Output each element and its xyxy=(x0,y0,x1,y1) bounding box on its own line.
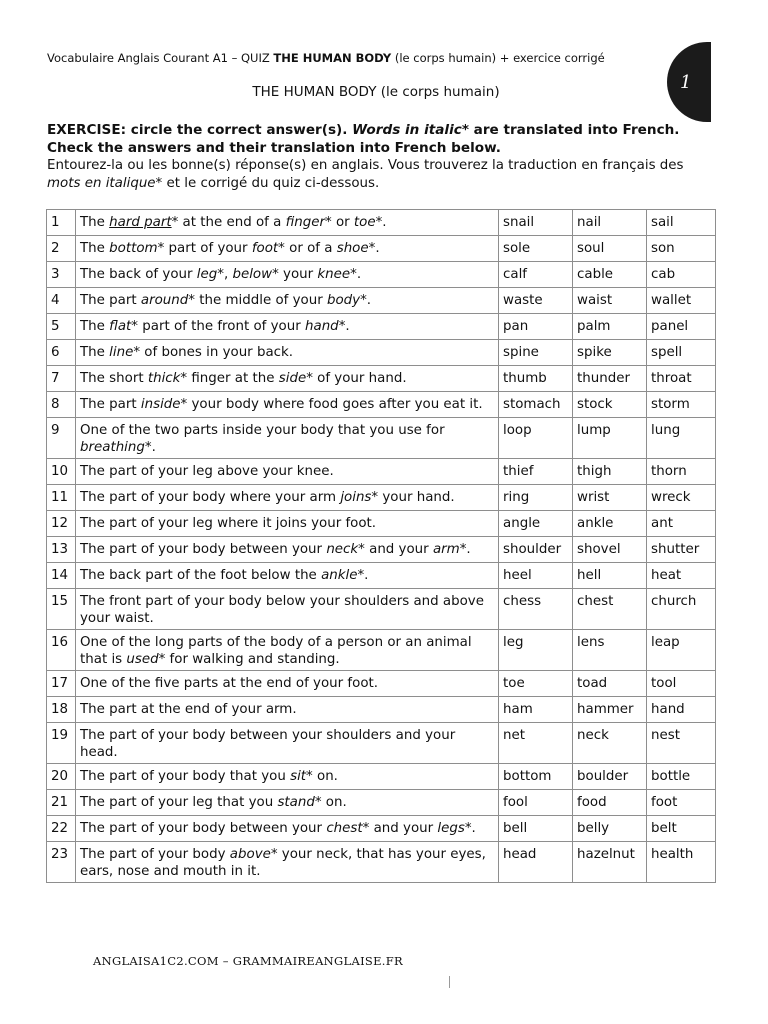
quiz-row xyxy=(47,764,716,790)
answer-option-3[interactable]: church xyxy=(647,589,716,630)
answer-option-1[interactable]: net xyxy=(499,723,573,764)
question-number: 10 xyxy=(47,459,76,485)
instructions-fr-tail: * et le corrigé du quiz ci-dessous. xyxy=(155,176,380,191)
question-number: 5 xyxy=(47,314,76,340)
question-text: The part around* the middle of your body*. xyxy=(76,288,499,314)
answer-option-2[interactable]: chest xyxy=(573,589,647,630)
question-number: 8 xyxy=(47,392,76,418)
question-number: 2 xyxy=(47,236,76,262)
quiz-row xyxy=(47,262,716,288)
answer-option-1[interactable]: calf xyxy=(499,262,573,288)
answer-option-1[interactable]: sole xyxy=(499,236,573,262)
answer-option-2[interactable]: hammer xyxy=(573,697,647,723)
answer-option-2[interactable]: neck xyxy=(573,723,647,764)
answer-option-2[interactable]: thigh xyxy=(573,459,647,485)
answer-option-1[interactable]: waste xyxy=(499,288,573,314)
quiz-row xyxy=(47,340,716,366)
quiz-row xyxy=(47,459,716,485)
answer-option-1[interactable]: stomach xyxy=(499,392,573,418)
instructions-en-tail: * are translated into French. Check the answers and their translation into French below. xyxy=(47,122,680,156)
quiz-row xyxy=(47,816,716,842)
answer-option-2[interactable]: lump xyxy=(573,418,647,459)
answer-option-1[interactable]: thumb xyxy=(499,366,573,392)
document-header xyxy=(47,51,667,65)
page-divider-mark xyxy=(449,976,450,988)
answer-option-3[interactable]: leap xyxy=(647,630,716,671)
question-text: The part inside* your body where food goes after you eat it. xyxy=(76,392,499,418)
answer-option-3[interactable]: bottle xyxy=(647,764,716,790)
quiz-row xyxy=(47,236,716,262)
answer-option-3[interactable]: shutter xyxy=(647,537,716,563)
question-text: One of the two parts inside your body that you use for breathing*. xyxy=(76,418,499,459)
answer-option-3[interactable]: health xyxy=(647,842,716,883)
instructions-fr-lead: Entourez-la ou les bonne(s) réponse(s) en anglais. Vous trouverez la traduction en français des xyxy=(47,158,684,173)
question-number: 15 xyxy=(47,589,76,630)
quiz-row xyxy=(47,671,716,697)
answer-option-2[interactable]: waist xyxy=(573,288,647,314)
quiz-row xyxy=(47,511,716,537)
answer-option-2[interactable]: soul xyxy=(573,236,647,262)
answer-option-2[interactable]: wrist xyxy=(573,485,647,511)
answer-option-3[interactable]: throat xyxy=(647,366,716,392)
question-text: The back of your leg*, below* your knee*. xyxy=(76,262,499,288)
question-text: One of the five parts at the end of your foot. xyxy=(76,671,499,697)
answer-option-2[interactable]: thunder xyxy=(573,366,647,392)
quiz-row xyxy=(47,210,716,236)
answer-option-2[interactable]: hazelnut xyxy=(573,842,647,883)
page-title-main: THE HUMAN BODY xyxy=(252,84,377,100)
question-text: The front part of your body below your shoulders and above your waist. xyxy=(76,589,499,630)
quiz-row xyxy=(47,418,716,459)
answer-option-2[interactable]: nail xyxy=(573,210,647,236)
answer-option-2[interactable]: toad xyxy=(573,671,647,697)
question-number: 9 xyxy=(47,418,76,459)
answer-option-2[interactable]: palm xyxy=(573,314,647,340)
answer-option-2[interactable]: lens xyxy=(573,630,647,671)
quiz-row xyxy=(47,288,716,314)
answer-option-1[interactable]: shoulder xyxy=(499,537,573,563)
question-number: 19 xyxy=(47,723,76,764)
answer-option-2[interactable]: cable xyxy=(573,262,647,288)
quiz-row xyxy=(47,842,716,883)
question-text: The part of your leg above your knee. xyxy=(76,459,499,485)
quiz-table xyxy=(46,209,716,883)
answer-option-1[interactable]: bell xyxy=(499,816,573,842)
answer-option-3[interactable]: foot xyxy=(647,790,716,816)
question-number: 20 xyxy=(47,764,76,790)
question-number: 17 xyxy=(47,671,76,697)
page-number: 1 xyxy=(680,72,692,93)
answer-option-1[interactable]: leg xyxy=(499,630,573,671)
answer-option-2[interactable]: ankle xyxy=(573,511,647,537)
answer-option-3[interactable]: heat xyxy=(647,563,716,589)
answer-option-1[interactable]: bottom xyxy=(499,764,573,790)
question-text: The hard part* at the end of a finger* or toe*. xyxy=(76,210,499,236)
answer-option-1[interactable]: loop xyxy=(499,418,573,459)
question-number: 7 xyxy=(47,366,76,392)
answer-option-2[interactable]: stock xyxy=(573,392,647,418)
question-number: 22 xyxy=(47,816,76,842)
quiz-row xyxy=(47,485,716,511)
quiz-row xyxy=(47,790,716,816)
question-number: 1 xyxy=(47,210,76,236)
answer-option-3[interactable]: lung xyxy=(647,418,716,459)
question-text: The part of your body between your chest* and your legs*. xyxy=(76,816,499,842)
question-number: 3 xyxy=(47,262,76,288)
quiz-row xyxy=(47,697,716,723)
question-number: 11 xyxy=(47,485,76,511)
quiz-row xyxy=(47,537,716,563)
answer-option-3[interactable]: tool xyxy=(647,671,716,697)
answer-option-1[interactable]: spine xyxy=(499,340,573,366)
quiz-row xyxy=(47,314,716,340)
answer-option-1[interactable]: head xyxy=(499,842,573,883)
question-text: One of the long parts of the body of a person or an animal that is used* for walking and standing. xyxy=(76,630,499,671)
question-number: 6 xyxy=(47,340,76,366)
instructions-en-lead: EXERCISE: circle the correct answer(s). xyxy=(47,122,353,138)
footer-websites: ANGLAISA1C2.COM – GRAMMAIREANGLAISE.FR xyxy=(93,954,403,968)
question-text: The line* of bones in your back. xyxy=(76,340,499,366)
answer-option-2[interactable]: spike xyxy=(573,340,647,366)
answer-option-1[interactable]: toe xyxy=(499,671,573,697)
instructions-english xyxy=(47,121,707,157)
question-text: The part of your body where your arm joins* your hand. xyxy=(76,485,499,511)
question-number: 4 xyxy=(47,288,76,314)
question-number: 12 xyxy=(47,511,76,537)
page-title-sub: (le corps humain) xyxy=(376,84,500,100)
header-suffix: (le corps humain) + exercice corrigé xyxy=(391,51,605,65)
answer-option-1[interactable]: fool xyxy=(499,790,573,816)
answer-option-3[interactable]: thorn xyxy=(647,459,716,485)
answer-option-2[interactable]: hell xyxy=(573,563,647,589)
header-topic: THE HUMAN BODY xyxy=(273,51,392,65)
answer-option-3[interactable]: storm xyxy=(647,392,716,418)
instructions-french xyxy=(47,157,707,193)
answer-option-1[interactable]: angle xyxy=(499,511,573,537)
answer-option-3[interactable]: hand xyxy=(647,697,716,723)
answer-option-3[interactable]: belt xyxy=(647,816,716,842)
question-text: The short thick* finger at the side* of your hand. xyxy=(76,366,499,392)
answer-option-1[interactable]: heel xyxy=(499,563,573,589)
answer-option-3[interactable]: nest xyxy=(647,723,716,764)
page-title xyxy=(0,84,752,100)
answer-option-3[interactable]: cab xyxy=(647,262,716,288)
question-number: 21 xyxy=(47,790,76,816)
quiz-row xyxy=(47,723,716,764)
quiz-row xyxy=(47,392,716,418)
question-number: 18 xyxy=(47,697,76,723)
answer-option-2[interactable]: belly xyxy=(573,816,647,842)
answer-option-2[interactable]: food xyxy=(573,790,647,816)
answer-option-3[interactable]: panel xyxy=(647,314,716,340)
quiz-table-body xyxy=(47,210,716,883)
question-text: The back part of the foot below the ankle*. xyxy=(76,563,499,589)
question-text: The part of your leg that you stand* on. xyxy=(76,790,499,816)
question-number: 13 xyxy=(47,537,76,563)
answer-option-2[interactable]: boulder xyxy=(573,764,647,790)
quiz-row xyxy=(47,563,716,589)
question-text: The bottom* part of your foot* or of a shoe*. xyxy=(76,236,499,262)
answer-option-1[interactable]: ring xyxy=(499,485,573,511)
question-text: The part of your body between your shoulders and your head. xyxy=(76,723,499,764)
question-text: The part of your leg where it joins your foot. xyxy=(76,511,499,537)
question-number: 23 xyxy=(47,842,76,883)
quiz-row xyxy=(47,630,716,671)
answer-option-3[interactable]: son xyxy=(647,236,716,262)
answer-option-1[interactable]: thief xyxy=(499,459,573,485)
instructions-fr-italic: mots en italique xyxy=(47,176,156,191)
question-text: The part of your body that you sit* on. xyxy=(76,764,499,790)
answer-option-1[interactable]: chess xyxy=(499,589,573,630)
question-text: The part of your body between your neck* and your arm*. xyxy=(76,537,499,563)
question-text: The part of your body above* your neck, that has your eyes, ears, nose and mouth in it. xyxy=(76,842,499,883)
answer-option-3[interactable]: wreck xyxy=(647,485,716,511)
question-text: The flat* part of the front of your hand*. xyxy=(76,314,499,340)
answer-option-3[interactable]: sail xyxy=(647,210,716,236)
header-prefix: Vocabulaire Anglais Courant A1 – QUIZ xyxy=(47,51,274,65)
answer-option-3[interactable]: wallet xyxy=(647,288,716,314)
question-number: 14 xyxy=(47,563,76,589)
answer-option-3[interactable]: ant xyxy=(647,511,716,537)
answer-option-2[interactable]: shovel xyxy=(573,537,647,563)
answer-option-1[interactable]: snail xyxy=(499,210,573,236)
answer-option-1[interactable]: pan xyxy=(499,314,573,340)
quiz-row xyxy=(47,589,716,630)
quiz-row xyxy=(47,366,716,392)
question-number: 16 xyxy=(47,630,76,671)
question-text: The part at the end of your arm. xyxy=(76,697,499,723)
answer-option-3[interactable]: spell xyxy=(647,340,716,366)
instructions-en-italic: Words in italic xyxy=(352,122,462,138)
answer-option-1[interactable]: ham xyxy=(499,697,573,723)
